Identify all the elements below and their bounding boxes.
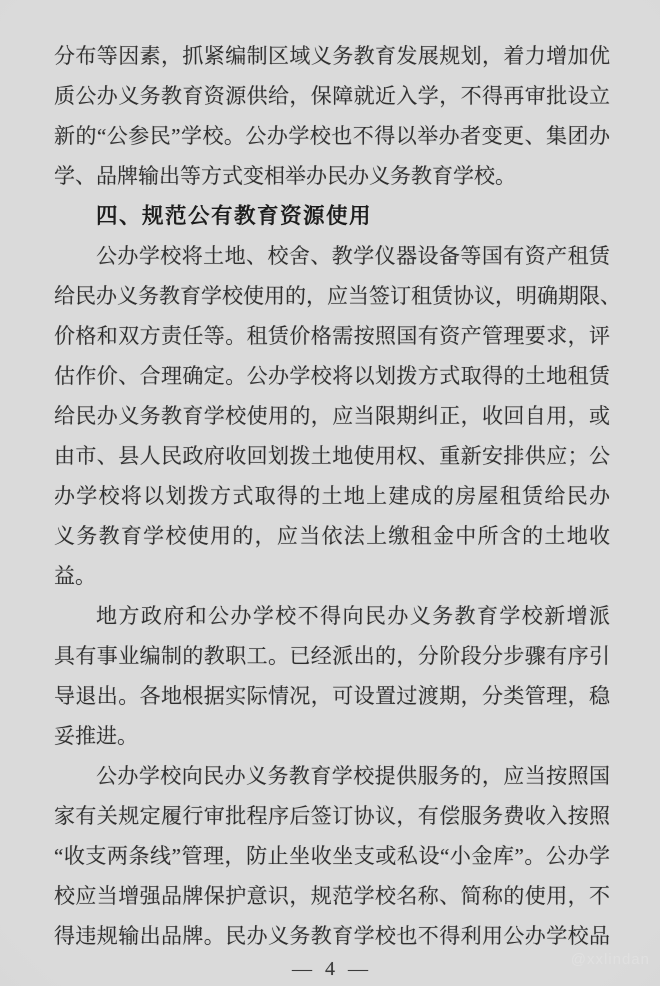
paragraph-line: 价格和双方责任等。租赁价格需按照国有资产管理要求，评 [54, 324, 610, 348]
paragraph-line: 质公办义务教育资源供给，保障就近入学，不得再审批设立 [54, 84, 610, 108]
paragraph-line: “收支两条线”管理，防止坐收坐支或私设“小金库”。公办学 [54, 844, 610, 868]
paragraph-1 [54, 36, 610, 196]
paragraph-line: 具有事业编制的教职工。已经派出的，分阶段分步骤有序引 [54, 644, 610, 668]
paragraph-4 [54, 756, 610, 956]
paragraph-line: 给民办义务教育学校使用的，应当签订租赁协议，明确期限、 [54, 284, 621, 308]
paragraph-line: 校应当增强品牌保护意识，规范学校名称、简称的使用，不 [54, 884, 610, 908]
paragraph-line: 分布等因素，抓紧编制区域义务教育发展规划，着力增加优 [54, 44, 610, 68]
page-number: — 4 — [292, 958, 372, 980]
paragraph-line: 学、品牌输出等方式变相举办民办义务教育学校。 [54, 164, 516, 188]
paragraph-line: 导退出。各地根据实际情况，可设置过渡期，分类管理，稳 [54, 684, 610, 708]
paragraph-line: 得违规输出品牌。民办义务教育学校也不得利用公办学校品 [54, 924, 610, 948]
paragraph-line: 给民办义务教育学校使用的，应当限期纠正，收回自用，或 [54, 404, 610, 428]
paragraph-line: 地方政府和公办学校不得向民办义务教育学校新增派 [96, 604, 610, 628]
paragraph-2 [54, 236, 621, 596]
paragraph-line: 估作价、合理确定。公办学校将以划拨方式取得的土地租赁 [54, 364, 610, 388]
paragraph-line: 义务教育学校使用的，应当依法上缴租金中所含的土地收 [54, 524, 610, 548]
paragraph-line: 妥推进。 [54, 724, 138, 748]
paragraph-line: 公办学校将土地、校舍、教学仪器设备等国有资产租赁 [96, 244, 610, 268]
section-heading: 四、规范公有教育资源使用 [96, 204, 373, 228]
paragraph-line: 新的“公参民”学校。公办学校也不得以举办者变更、集团办 [54, 124, 610, 148]
paragraph-line: 公办学校向民办义务教育学校提供服务的，应当按照国 [96, 764, 610, 788]
paragraph-3 [54, 596, 610, 756]
paragraph-line: 家有关规定履行审批程序后签订协议，有偿服务费收入按照 [54, 804, 610, 828]
paragraph-line: 办学校将以划拨方式取得的土地上建成的房屋租赁给民办 [54, 484, 610, 508]
paragraph-line: 由市、县人民政府收回划拨土地使用权、重新安排供应；公 [54, 444, 610, 468]
watermark-text: @xxlindan [570, 951, 650, 968]
paragraph-line: 益。 [54, 564, 96, 588]
